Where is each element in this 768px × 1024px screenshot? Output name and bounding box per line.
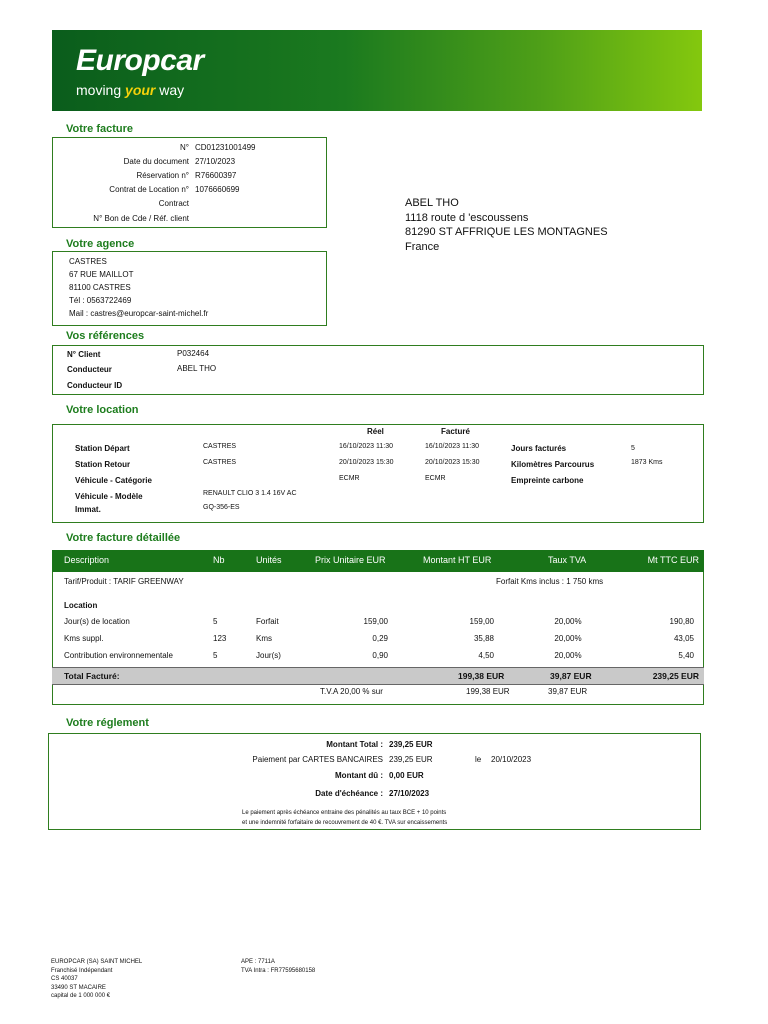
line-desc: Contribution environnementale [64, 651, 173, 660]
payment-deadline-label: Date d'échéance : [315, 789, 383, 798]
forfait-line: Forfait Kms inclus : 1 750 kms [496, 577, 604, 586]
refs-label: Conducteur ID [67, 381, 123, 390]
recipient-address [405, 196, 608, 255]
rental-value: CASTRES [203, 459, 237, 466]
refs-section-title: Vos références [66, 330, 145, 342]
invoice-label: N° Bon de Cde / Réf. client [93, 214, 189, 223]
footer-line: capital de 1 000 000 € [51, 993, 111, 1000]
recipient-name: ABEL THO [405, 197, 459, 209]
invoice-label: Contract [158, 199, 189, 208]
invoice-value: CD01231001499 [195, 143, 256, 152]
footer-line: TVA Intra : FR77595680158 [241, 967, 316, 974]
payment-method-label: Paiement par CARTES BANCAIRES [252, 755, 383, 764]
rental-value2: 1873 Kms [631, 459, 663, 466]
col-description: Description [64, 555, 110, 565]
agency-line: 81100 CASTRES [69, 283, 131, 292]
line-ttc: 5,40 [678, 651, 694, 660]
line-unit: Jour(s) [256, 651, 281, 660]
rental-label2: Jours facturés [511, 444, 567, 453]
vat-line-amount: 39,87 EUR [548, 687, 588, 696]
payment-due-label: Montant dû : [335, 771, 383, 780]
recipient-street: 1118 route d 'escoussens [405, 211, 529, 224]
rental-value2: 5 [631, 445, 635, 452]
europcar-logo: Europcar [76, 44, 204, 77]
rental-reel: ECMR [339, 475, 360, 482]
rental-facture: ECMR [425, 475, 446, 482]
line-tva: 20,00% [554, 634, 582, 643]
footer-line: APE : 7711A [241, 959, 275, 965]
line-ht: 4,50 [478, 651, 494, 660]
col-mt-ttc: Mt TTC EUR [647, 555, 699, 565]
recipient-country: France [405, 241, 440, 254]
line-desc: Kms suppl. [64, 634, 104, 643]
refs-box [52, 345, 704, 395]
payment-note: et une indemnité forfaitaire de recouvrement de 40 €. TVA sur encaissements [242, 820, 448, 826]
invoice-section-title: Votre facture [66, 123, 134, 135]
total-label: Total Facturé: [64, 671, 120, 681]
rental-col-facture: Facturé [441, 427, 470, 436]
agency-box [52, 251, 327, 326]
vat-line-label: T.V.A 20,00 % sur [320, 687, 383, 696]
col-montant-ht: Montant HT EUR [423, 555, 492, 565]
line-nb: 5 [213, 651, 218, 660]
footer-line: 33490 ST MACAIRE [51, 984, 106, 991]
payment-deadline-value: 27/10/2023 [389, 789, 430, 798]
footer-company [51, 958, 142, 1001]
payment-section-title: Votre réglement [66, 717, 149, 729]
line-pu: 0,29 [372, 634, 388, 643]
payment-date: 20/10/2023 [491, 755, 532, 764]
refs-label: N° Client [67, 350, 101, 359]
payment-method-value: 239,25 EUR [389, 755, 433, 764]
payment-box [48, 733, 701, 830]
footer-line: Franchisé Indépendant [51, 967, 113, 974]
rental-value: CASTRES [203, 443, 237, 450]
payment-total-value: 239,25 EUR [389, 740, 433, 749]
payment-le: le [475, 755, 482, 764]
agency-line: 67 RUE MAILLOT [69, 270, 134, 279]
invoice-box [52, 137, 327, 228]
col-prix-unitaire: Prix Unitaire EUR [315, 555, 386, 565]
detail-section-location: Location [64, 601, 98, 610]
line-tva: 20,00% [554, 617, 582, 626]
refs-value: P032464 [177, 349, 210, 358]
col-taux-tva: Taux TVA [548, 555, 587, 565]
invoice-label: Date du document [123, 157, 189, 166]
rental-reel: 20/10/2023 15:30 [339, 459, 394, 466]
total-ht: 199,38 EUR [458, 671, 505, 681]
agency-line: CASTRES [69, 257, 107, 266]
vat-line-base: 199,38 EUR [466, 687, 510, 696]
recipient-city: 81290 ST AFFRIQUE LES MONTAGNES [405, 226, 608, 239]
rental-label: Station Départ [75, 444, 130, 453]
refs-label: Conducteur [67, 365, 112, 374]
rental-box [52, 424, 704, 523]
line-unit: Kms [256, 634, 272, 643]
invoice-value: 1076660699 [195, 185, 240, 194]
payment-total-label: Montant Total : [326, 740, 383, 749]
total-ttc: 239,25 EUR [652, 671, 699, 681]
brand-tagline: moving your way [76, 82, 185, 98]
line-unit: Forfait [256, 617, 279, 626]
rental-value: GQ-356-ES [203, 504, 240, 511]
line-ht: 35,88 [473, 634, 494, 643]
rental-label: Immat. [75, 505, 101, 514]
rental-label: Véhicule - Catégorie [75, 476, 152, 485]
payment-due-value: 0,00 EUR [389, 771, 424, 780]
invoice-label: Contrat de Location n° [109, 185, 189, 194]
rental-facture: 20/10/2023 15:30 [425, 459, 480, 466]
line-tva: 20,00% [554, 651, 582, 660]
invoice-value: 27/10/2023 [195, 157, 236, 166]
rental-label2: Empreinte carbone [511, 476, 584, 485]
rental-facture: 16/10/2023 11:30 [425, 443, 479, 450]
detail-section-title: Votre facture détaillée [66, 532, 181, 544]
invoice-value: R76600397 [195, 171, 237, 180]
tarif-line: Tarif/Produit : TARIF GREENWAY [64, 577, 184, 586]
line-nb: 5 [213, 617, 218, 626]
footer-legal [241, 958, 315, 975]
detail-table-header [52, 550, 704, 572]
footer-line: CS 40037 [51, 976, 78, 983]
line-desc: Jour(s) de location [64, 617, 130, 626]
agency-line: Mail : castres@europcar-saint-michel.fr [69, 309, 209, 318]
total-tva: 39,87 EUR [550, 671, 592, 681]
rental-col-reel: Réel [367, 427, 384, 436]
invoice-label: Réservation n° [136, 171, 189, 180]
col-unites: Unités [256, 555, 282, 565]
rental-label: Véhicule - Modèle [75, 492, 143, 501]
col-nb: Nb [213, 555, 225, 565]
line-ht: 159,00 [469, 617, 494, 626]
line-ttc: 43,05 [673, 634, 694, 643]
line-pu: 0,90 [372, 651, 388, 660]
rental-label: Station Retour [75, 460, 131, 469]
header-banner [52, 30, 702, 111]
rental-label2: Kilomètres Parcourus [511, 460, 595, 469]
footer-line: EUROPCAR (SA) SAINT MICHEL [51, 959, 143, 965]
line-pu: 159,00 [363, 617, 388, 626]
line-ttc: 190,80 [669, 617, 694, 626]
rental-reel: 16/10/2023 11:30 [339, 443, 393, 450]
rental-section-title: Votre location [66, 404, 139, 416]
refs-value: ABEL THO [177, 364, 217, 373]
rental-value: RENAULT CLIO 3 1.4 16V AC [203, 490, 297, 497]
line-nb: 123 [213, 634, 227, 643]
agency-line: Tél : 0563722469 [69, 296, 132, 305]
total-bar [52, 667, 704, 685]
invoice-label: N° [180, 143, 189, 152]
payment-note: Le paiement après échéance entraine des pénalités au taux BCE + 10 points [242, 810, 447, 816]
agency-section-title: Votre agence [66, 238, 135, 250]
